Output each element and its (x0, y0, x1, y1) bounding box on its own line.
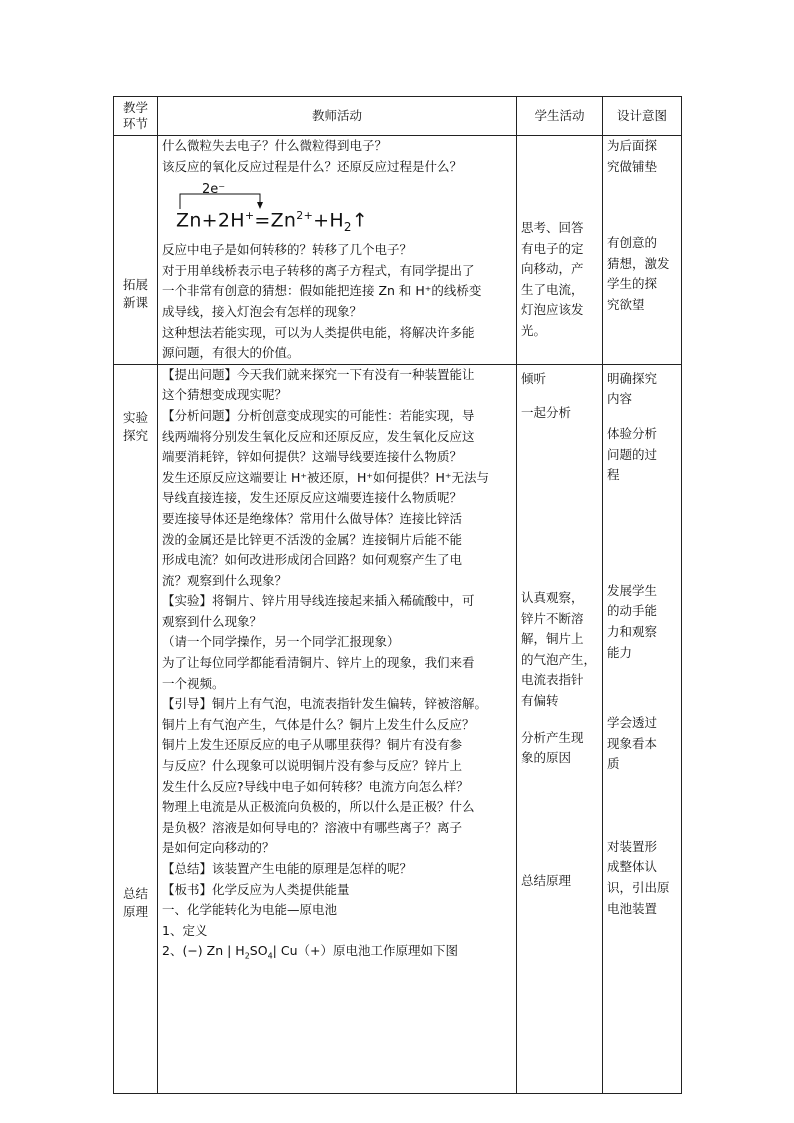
text-line: 成导线，接入灯泡会有怎样的现象？ (162, 303, 363, 319)
text-line: 分析产生现 (521, 729, 584, 745)
header-design-intent: 设计意图 (603, 97, 682, 136)
text-line: 现象看本 (607, 735, 658, 751)
text-line: 学会透过 (607, 715, 658, 731)
text-line: 解，铜片上 (521, 631, 584, 647)
text-line: 源问题，有很大的价值。 (162, 345, 300, 361)
text-line: 一个非常有创意的猜想：假如能把连接 Zn 和 H⁺的线桥变 (162, 283, 482, 299)
lesson-plan-table (113, 96, 682, 1094)
text-line: 的气泡产生， (521, 651, 597, 667)
text-line: 内容 (607, 391, 633, 407)
text-line: 究欲望 (607, 296, 645, 312)
text-line: 总结原理 (521, 872, 572, 888)
text-line: 泼的金属还是比锌更不活泼的金属？连接铜片后能不能 (162, 531, 463, 547)
text-line: 对于用单线桥表示电子转移的离子方程式，有同学提出了 (162, 262, 475, 278)
header-stage: 教学 环节 (114, 97, 158, 136)
text-line: 【板书】化学反应为人类提供能量 (162, 881, 350, 897)
text-line-last: 2、(−) Zn | $H_2SO_4|$ Cu（+）原电池工作原理如下图 (162, 943, 458, 961)
teacher-activity-cell (158, 136, 517, 365)
text-line: 明确探究 (607, 370, 658, 386)
text-line: 灯泡应该发 (521, 302, 584, 318)
text-line: 锌片不断溶 (521, 610, 584, 626)
text-line: 识，引出原 (607, 880, 670, 896)
ionic-equation (170, 180, 512, 234)
text-line: 是负极？溶液是如何导电的？溶液中有哪些离子？离子 (162, 819, 463, 835)
text-line: 一、化学能转化为电能—原电池 (162, 902, 338, 918)
stage-label-explore: 实验 探究 (122, 409, 148, 443)
text-line: 能力 (607, 644, 633, 660)
teacher-activity-cell (158, 364, 517, 1093)
text-line: 成整体认 (607, 859, 658, 875)
text-line: 象的原因 (521, 750, 572, 766)
text-line: 观察到什么现象？ (162, 613, 263, 629)
text-line: 猜想，激发 (607, 255, 670, 271)
text-line: 【实验】将铜片、锌片用导线连接起来插入稀硫酸中，可 (162, 593, 475, 609)
text-line: 认真观察， (521, 589, 584, 605)
teacher-lines (162, 365, 512, 942)
electron-label: 2e⁻ (202, 182, 226, 198)
text-line: 对装置形 (607, 838, 658, 854)
text-line: 铜片上有气泡产生，气体是什么？铜片上发生什么反应？ (162, 716, 475, 732)
header-teacher-activity: 教师活动 (158, 97, 517, 136)
text-line: 形成电流？如何改进形成闭合回路？如何观察产生了电 (162, 552, 463, 568)
text-line: 反应中电子是如何转移的？转移了几个电子？ (162, 242, 413, 258)
student-activity-cell (517, 364, 603, 1093)
text-line: 发展学生 (607, 582, 658, 598)
text-line: 【提出问题】今天我们就来探究一下有没有一种装置能让 (162, 366, 475, 382)
text-line: 有偏转 (521, 692, 559, 708)
design-intent-cell (603, 136, 682, 365)
text-line: 端要消耗锌，锌如何提供？这端导线要连接什么物质？ (162, 449, 463, 465)
text-line: 生了电流， (521, 281, 584, 297)
text-line: 导线直接连接，发生还原反应这端要连接什么物质呢？ (162, 490, 463, 506)
text-line: 流？观察到什么现象？ (162, 572, 288, 588)
text-line: 体验分析 (607, 425, 658, 441)
table-header-row (114, 97, 682, 136)
text-line: 为了让每位同学都能看清铜片、锌片上的现象，我们来看 (162, 655, 475, 671)
text-line: 【引导】铜片上有气泡，电流表指针发生偏转，锌被溶解。 (162, 696, 488, 712)
stage-cell-explore (114, 364, 158, 1093)
text-line: 究做铺垫 (607, 158, 658, 174)
text-line: 一起分析 (521, 405, 572, 421)
text-line: 向移动，产 (521, 261, 584, 277)
text-line: 什么微粒失去电子？什么微粒得到电子？ (162, 138, 388, 153)
text-line: 学生的探 (607, 276, 658, 292)
text-line: 问题的过 (607, 446, 658, 462)
text-line: （请一个同学操作，另一个同学汇报现象） (162, 634, 400, 650)
text-line: 力和观察 (607, 623, 658, 639)
text-line: 电池装置 (607, 900, 658, 916)
design-intent-cell (603, 364, 682, 1093)
student-activity-cell (517, 136, 603, 365)
text-line: 发生还原反应这端要让 H⁺被还原，H⁺如何提供？H⁺无法与 (162, 469, 489, 485)
text-line: 为后面探 (607, 138, 658, 153)
stage-cell-extend (114, 136, 158, 365)
text-line: 这个猜想变成现实呢？ (162, 387, 288, 403)
text-line: 是如何定向移动的？ (162, 840, 275, 856)
text-line: 线两端将分别发生氧化反应和还原反应，发生氧化反应这 (162, 428, 475, 444)
table-row-extend (114, 136, 682, 365)
header-student-activity: 学生活动 (517, 97, 603, 136)
text-line: 倾听 (521, 370, 547, 386)
text-line: 有电子的定 (521, 240, 584, 256)
equation-text: $Zn+2H^+=Zn^{2+}+H_2↑$ (176, 209, 369, 235)
text-line: 物理上电流是从正极流向负极的，所以什么是正极？什么 (162, 799, 475, 815)
table-row-explore (114, 364, 682, 1093)
text-line: 程 (607, 467, 620, 483)
text-line: 【分析问题】分析创意变成现实的可能性：若能实现，导 (162, 407, 475, 423)
text-line: 【总结】该装置产生电能的原理是怎样的呢？ (162, 861, 413, 876)
text-line: 铜片上发生还原反应的电子从哪里获得？铜片有没有参 (162, 737, 463, 753)
stage-label: 拓展 新课 (122, 277, 148, 310)
text-line: 要连接导体还是绝缘体？常用什么做导体？连接比锌活 (162, 510, 463, 526)
text-line: 与反应？什么现象可以说明铜片没有参与反应？锌片上 (162, 758, 463, 774)
text-line: 思考、回答 (521, 220, 584, 235)
text-line: 的动手能 (607, 603, 658, 619)
text-line: 电流表指针 (521, 672, 584, 688)
text-line: 有创意的 (607, 235, 658, 251)
stage-label-summary: 总结 原理 (122, 885, 148, 919)
text-line: 质 (607, 756, 620, 772)
text-line: 该反应的氧化反应过程是什么？还原反应过程是什么？ (162, 158, 463, 174)
text-line: 1、定义 (162, 922, 208, 938)
text-line: 一个视频。 (162, 675, 225, 691)
text-line: 发生什么反应?导线中电子如何转移？电流方向怎么样？ (162, 778, 469, 794)
text-line: 光。 (521, 322, 547, 338)
text-line: 这种想法若能实现，可以为人类提供电能，将解决许多能 (162, 324, 475, 340)
